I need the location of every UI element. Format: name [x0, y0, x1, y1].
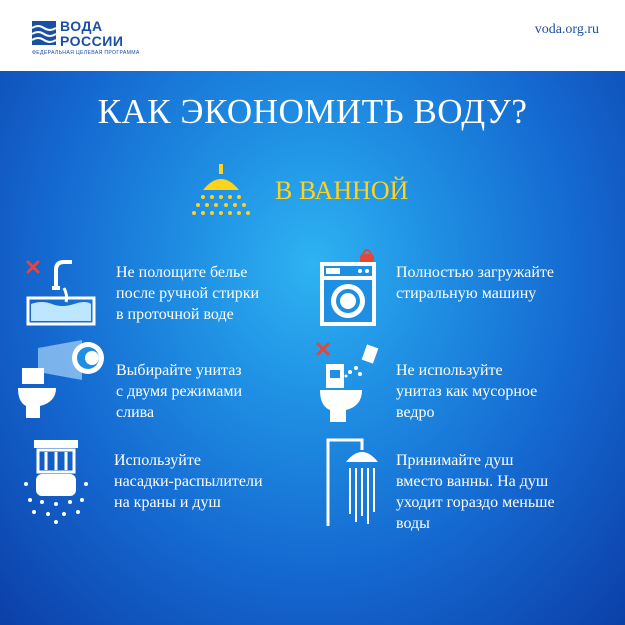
shower-head-icon	[188, 164, 254, 218]
tip-left-1	[116, 262, 259, 325]
tip-right-3	[396, 450, 555, 534]
tip-left-1-line2: после ручной стирки	[116, 285, 260, 302]
tip-right-2-line2: унитаз как мусорное	[396, 383, 538, 400]
logo-title-line1: ВОДА	[60, 18, 103, 34]
tip-left-3-line3: на краны и душ	[114, 494, 221, 511]
tip-left-2-line1: Выбирайте унитаз	[116, 362, 242, 379]
tip-right-2	[396, 360, 537, 423]
dual-flush-toilet-icon	[16, 340, 106, 420]
logo-subtitle: ФЕДЕРАЛЬНАЯ ЦЕЛЕВАЯ ПРОГРАММА	[32, 50, 140, 56]
header	[0, 0, 625, 71]
section-title: В ВАННОЙ	[275, 176, 409, 205]
tip-left-3-line1: Используйте	[114, 452, 201, 469]
tip-left-3-line2: насадки-распылители	[114, 473, 263, 490]
logo-title-line2: РОССИИ	[60, 33, 124, 49]
tip-left-2	[116, 360, 242, 423]
tip-right-3-line1: Принимайте душ	[396, 452, 514, 469]
tip-right-3-line2: вместо ванны. На душ	[396, 473, 549, 490]
logo-wave-icon	[32, 21, 56, 45]
tip-left-1-line3: в проточной воде	[116, 306, 234, 323]
washing-machine-icon	[316, 246, 380, 330]
page-title: КАК ЭКОНОМИТЬ ВОДУ?	[97, 92, 528, 131]
aerator-nozzle-icon	[20, 440, 92, 524]
tip-left-2-line3: слива	[116, 404, 155, 421]
tip-right-3-line3: уходит гораздо меньше	[396, 494, 555, 511]
tip-left-1-line1: Не полощите белье	[116, 264, 248, 281]
logo-title	[60, 19, 123, 49]
tip-right-3-line4: воды	[396, 515, 430, 532]
shower-icon	[322, 436, 378, 526]
site-link[interactable]: voda.org.ru	[534, 22, 599, 37]
tip-right-1	[396, 262, 554, 304]
tip-right-2-line1: Не используйте	[396, 362, 503, 379]
toilet-trash-icon	[316, 340, 380, 424]
tip-right-1-line2: стиральную машину	[396, 285, 537, 302]
basin-faucet-icon	[22, 258, 100, 328]
tip-right-2-line3: ведро	[396, 404, 435, 421]
tip-right-1-line1: Полностью загружайте	[396, 264, 555, 281]
tip-left-2-line2: с двумя режимами	[116, 383, 243, 400]
tip-left-3	[114, 450, 263, 513]
